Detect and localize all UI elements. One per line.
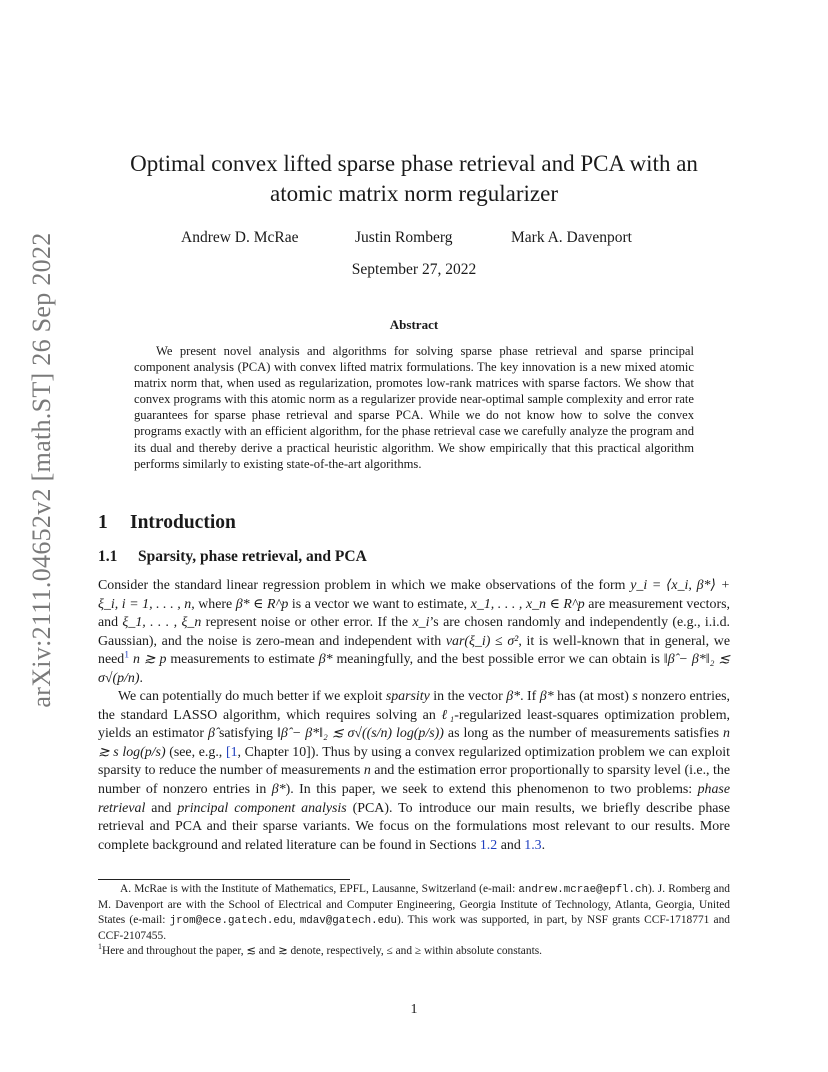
section-ref-1-3[interactable]: 1.3: [524, 837, 542, 853]
author-1: Andrew D. McRae: [181, 229, 299, 246]
footnote-1-mark: 1: [98, 942, 102, 952]
paragraph-1: Consider the standard linear regression problem in which we make observations of the form y_i = ⟨x_i, β*⟩ + ξ_i, i = 1, . . . , n, where β* ∈ R^p is a vector we want to estimate, x_1, . . . , x_n ∈ R^p are measurement vectors, and ξ_1, . . . , ξ_n represent noise or other error. If the x_i’s are chosen randomly and independently (e.g., i.i.d. Gaussian), and the noise is zero-mean and independent with var(ξ_i) ≤ σ², it is well-known that in general, we need$^1$ n ≳ p measurements to estimate β* meaningfully, and the best possible error we can obtain is ‖β̂ − β*‖₂ ≲ σ√(p/n).: [98, 578, 731, 686]
footnote-1: $^1$Here and throughout the paper, ≲ and ≳ denote, respectively, ≤ and ≥ within absolute constants.: [98, 942, 543, 957]
paper-date: September 27, 2022: [351, 261, 477, 278]
paper-title: [100, 149, 728, 209]
subsection-title: Sparsity, phase retrieval, and PCA: [138, 548, 367, 565]
author-2: Justin Romberg: [355, 229, 453, 246]
paragraph-2: We can potentially do much better if we exploit sparsity in the vector β*. If β* has (at most) s nonzero entries, the standard LASSO algorithm, which requires solving an ℓ₁-regularized least-squares optimization problem, yields an estimator β̂ satisfying ‖β̂ − β*‖₂ ≲ σ√((s/n) log(p/s)) as long as the number of measurements satisfies n ≳ s log(p/s) (see, e.g., [1, Chapter 10]). Thus by using a convex regularized optimization problem we can exploit sparsity to reduce the number of measurements n and the estimation error proportionally to sparsity level (i.e., the number of nonzero entries in β*). In this paper, we seek to extend this phenomenon to two problems: phase retrieval and principal component analysis (PCA). To introduce our main results, we briefly describe phase retrieval and PCA and their sparse variants. We focus on the formulations most relevant to our results. More complete background and related literature can be found in Sections 1.2 and 1.3.: [98, 689, 730, 853]
section-number: 1: [98, 512, 108, 533]
email-mcrae[interactable]: andrew.mcrae@epfl.ch: [518, 884, 648, 896]
author-3: Mark A. Davenport: [511, 229, 632, 246]
footnotes: [98, 882, 730, 959]
footnote-affiliation: A. McRae is with the Institute of Mathematics, EPFL, Lausanne, Switzerland (e-mail: andrew.mcrae@epfl.ch). J. Romberg and M. Davenport are with the School of Electrical and Computer Engineering, Georgia Institute of Technology, Atlanta, Georgia, United States (e-mail: jrom@ece.gatech.edu, mdav@gatech.edu). This work was supported, in part, by NSF grants CCF-1718771 and CCF-2107455.: [98, 883, 730, 942]
title-line-2: atomic matrix norm regularizer: [269, 181, 559, 206]
subsection-heading: [98, 548, 367, 566]
footnote-mark-1[interactable]: 1: [124, 649, 130, 661]
footnote-divider: [98, 879, 350, 880]
abstract-text: We present novel analysis and algorithms for solving sparse phase retrieval and sparse principal component analysis (PCA) with convex lifted matrix formulations. The key innovation is a new mixed atomic matrix norm that, when used as regularization, promotes low-rank matrices with sparse factors. We show that convex programs with this atomic norm as a regularizer provide near-optimal sample complexity and error rate guarantees for sparse phase retrieval and sparse PCA. While we do not know how to solve the convex programs exactly with an efficient algorithm, for the phase retrieval case we carefully analyze the program and its dual and thereby derive a practical heuristic algorithm. We show empirically that this practical algorithm performs similarly to existing state-of-the-art algorithms.: [134, 344, 694, 471]
abstract-heading: Abstract: [389, 317, 439, 332]
title-line-1: Optimal convex lifted sparse phase retrieval and PCA with an: [130, 151, 698, 176]
page-number: 1: [410, 1002, 418, 1017]
arxiv-stamp-text: arXiv:2111.04652v2 [math.ST] 26 Sep 2022: [27, 232, 56, 708]
body-text: [98, 577, 730, 855]
email-davenport[interactable]: mdav@gatech.edu: [299, 915, 398, 927]
subsection-number: 1.1: [98, 548, 118, 565]
citation-link[interactable]: [1: [225, 744, 238, 760]
section-title: Introduction: [130, 512, 236, 533]
arxiv-stamp: [22, 232, 62, 708]
email-romberg[interactable]: jrom@ece.gatech.edu: [169, 915, 293, 927]
section-ref-1-2[interactable]: 1.2: [479, 837, 498, 853]
section-heading: [98, 512, 236, 534]
